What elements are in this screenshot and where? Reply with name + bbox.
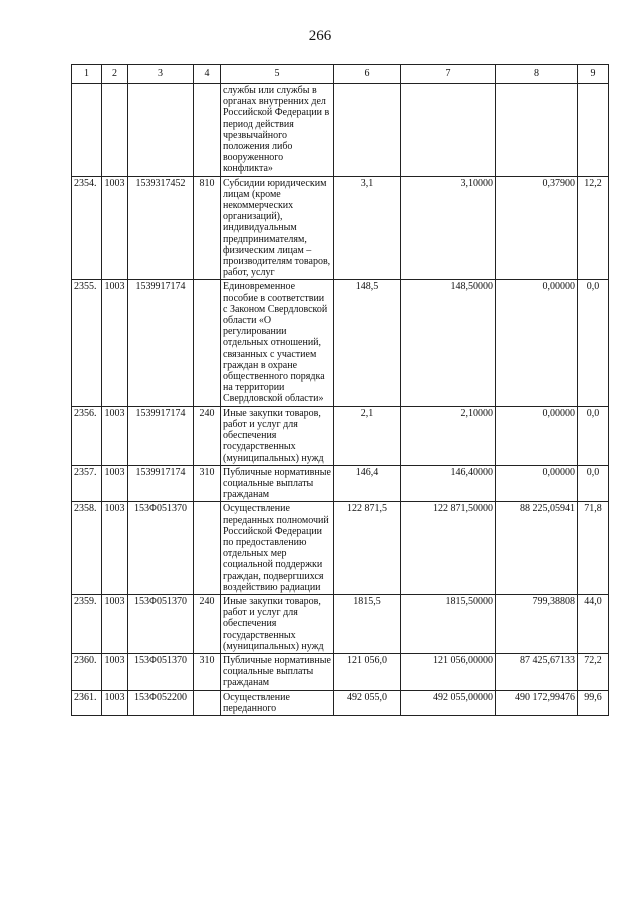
plan-value [334,84,401,177]
percent-value: 0,0 [578,465,609,502]
row-number: 2359. [72,594,102,653]
page-number: 266 [308,28,332,44]
fact-value: 87 425,67133 [496,653,578,690]
plan-value: 3,1 [334,176,401,280]
header-col-1: 1 [72,65,102,84]
target-code [128,84,194,177]
header-col-9: 9 [578,65,609,84]
header-col-5: 5 [221,65,334,84]
expense-type: 240 [194,406,221,465]
table-row [72,502,609,595]
item-name: службы или службы в органах внутренних дел Российской Федерации в период действия чрезвычайного положения либо вооруженного конфликта» [221,84,334,177]
row-number: 2356. [72,406,102,465]
row-number: 2358. [72,502,102,595]
executed-value: 3,10000 [401,176,496,280]
row-number: 2355. [72,280,102,406]
executed-value [401,84,496,177]
table-row [72,653,609,690]
budget-table [71,64,609,716]
percent-value: 0,0 [578,406,609,465]
table-row [72,84,609,177]
target-code: 1539917174 [128,406,194,465]
target-code: 153Ф051370 [128,594,194,653]
header-col-7: 7 [401,65,496,84]
item-name: Осуществление переданного [221,690,334,715]
header-row [72,65,609,84]
fact-value: 0,37900 [496,176,578,280]
expense-type: 240 [194,594,221,653]
plan-value: 122 871,5 [334,502,401,595]
row-number [72,84,102,177]
row-number: 2361. [72,690,102,715]
table-row [72,690,609,715]
percent-value: 71,8 [578,502,609,595]
percent-value: 44,0 [578,594,609,653]
target-code: 1539317452 [128,176,194,280]
section-code: 1003 [102,465,128,502]
plan-value: 1815,5 [334,594,401,653]
expense-type [194,502,221,595]
item-name: Публичные нормативные социальные выплаты гражданам [221,653,334,690]
executed-value: 122 871,50000 [401,502,496,595]
section-code: 1003 [102,502,128,595]
percent-value: 99,6 [578,690,609,715]
table-row [72,465,609,502]
percent-value [578,84,609,177]
target-code: 153Ф051370 [128,502,194,595]
fact-value: 0,00000 [496,406,578,465]
fact-value: 0,00000 [496,280,578,406]
percent-value: 0,0 [578,280,609,406]
section-code: 1003 [102,594,128,653]
executed-value: 146,40000 [401,465,496,502]
executed-value: 148,50000 [401,280,496,406]
target-code: 153Ф052200 [128,690,194,715]
row-number: 2360. [72,653,102,690]
executed-value: 2,10000 [401,406,496,465]
plan-value: 148,5 [334,280,401,406]
fact-value: 88 225,05941 [496,502,578,595]
expense-type: 310 [194,465,221,502]
fact-value [496,84,578,177]
section-code: 1003 [102,653,128,690]
item-name: Субсидии юридическим лицам (кроме некоммерческих организаций), индивидуальным предпринимателям, физическим лицам – производителям товаров, работ, услуг [221,176,334,280]
percent-value: 72,2 [578,653,609,690]
expense-type [194,690,221,715]
plan-value: 146,4 [334,465,401,502]
fact-value: 799,38808 [496,594,578,653]
executed-value: 492 055,00000 [401,690,496,715]
table-row [72,406,609,465]
table-row [72,594,609,653]
row-number: 2357. [72,465,102,502]
plan-value: 2,1 [334,406,401,465]
header-col-6: 6 [334,65,401,84]
expense-type [194,280,221,406]
section-code [102,84,128,177]
header-col-4: 4 [194,65,221,84]
header-col-8: 8 [496,65,578,84]
fact-value: 0,00000 [496,465,578,502]
fact-value: 490 172,99476 [496,690,578,715]
executed-value: 1815,50000 [401,594,496,653]
item-name: Осуществление переданных полномочий Российской Федерации по предоставлению отдельных мер социальной поддержки граждан, подвергшихся воздействию радиации [221,502,334,595]
item-name: Иные закупки товаров, работ и услуг для обеспечения государственных (муниципальных) нужд [221,406,334,465]
row-number: 2354. [72,176,102,280]
target-code: 1539917174 [128,280,194,406]
section-code: 1003 [102,406,128,465]
target-code: 1539917174 [128,465,194,502]
expense-type [194,84,221,177]
table-row [72,176,609,280]
executed-value: 121 056,00000 [401,653,496,690]
header-col-3: 3 [128,65,194,84]
percent-value: 12,2 [578,176,609,280]
section-code: 1003 [102,176,128,280]
section-code: 1003 [102,280,128,406]
item-name: Единовременное пособие в соответствии с Законом Свердловской области «О регулировании отдельных отношений, связанных с участием граждан в охране общественного порядка на территории Свердловской области» [221,280,334,406]
item-name: Публичные нормативные социальные выплаты гражданам [221,465,334,502]
plan-value: 492 055,0 [334,690,401,715]
expense-type: 810 [194,176,221,280]
header-col-2: 2 [102,65,128,84]
section-code: 1003 [102,690,128,715]
plan-value: 121 056,0 [334,653,401,690]
item-name: Иные закупки товаров, работ и услуг для обеспечения государственных (муниципальных) нужд [221,594,334,653]
target-code: 153Ф051370 [128,653,194,690]
expense-type: 310 [194,653,221,690]
table-row [72,280,609,406]
